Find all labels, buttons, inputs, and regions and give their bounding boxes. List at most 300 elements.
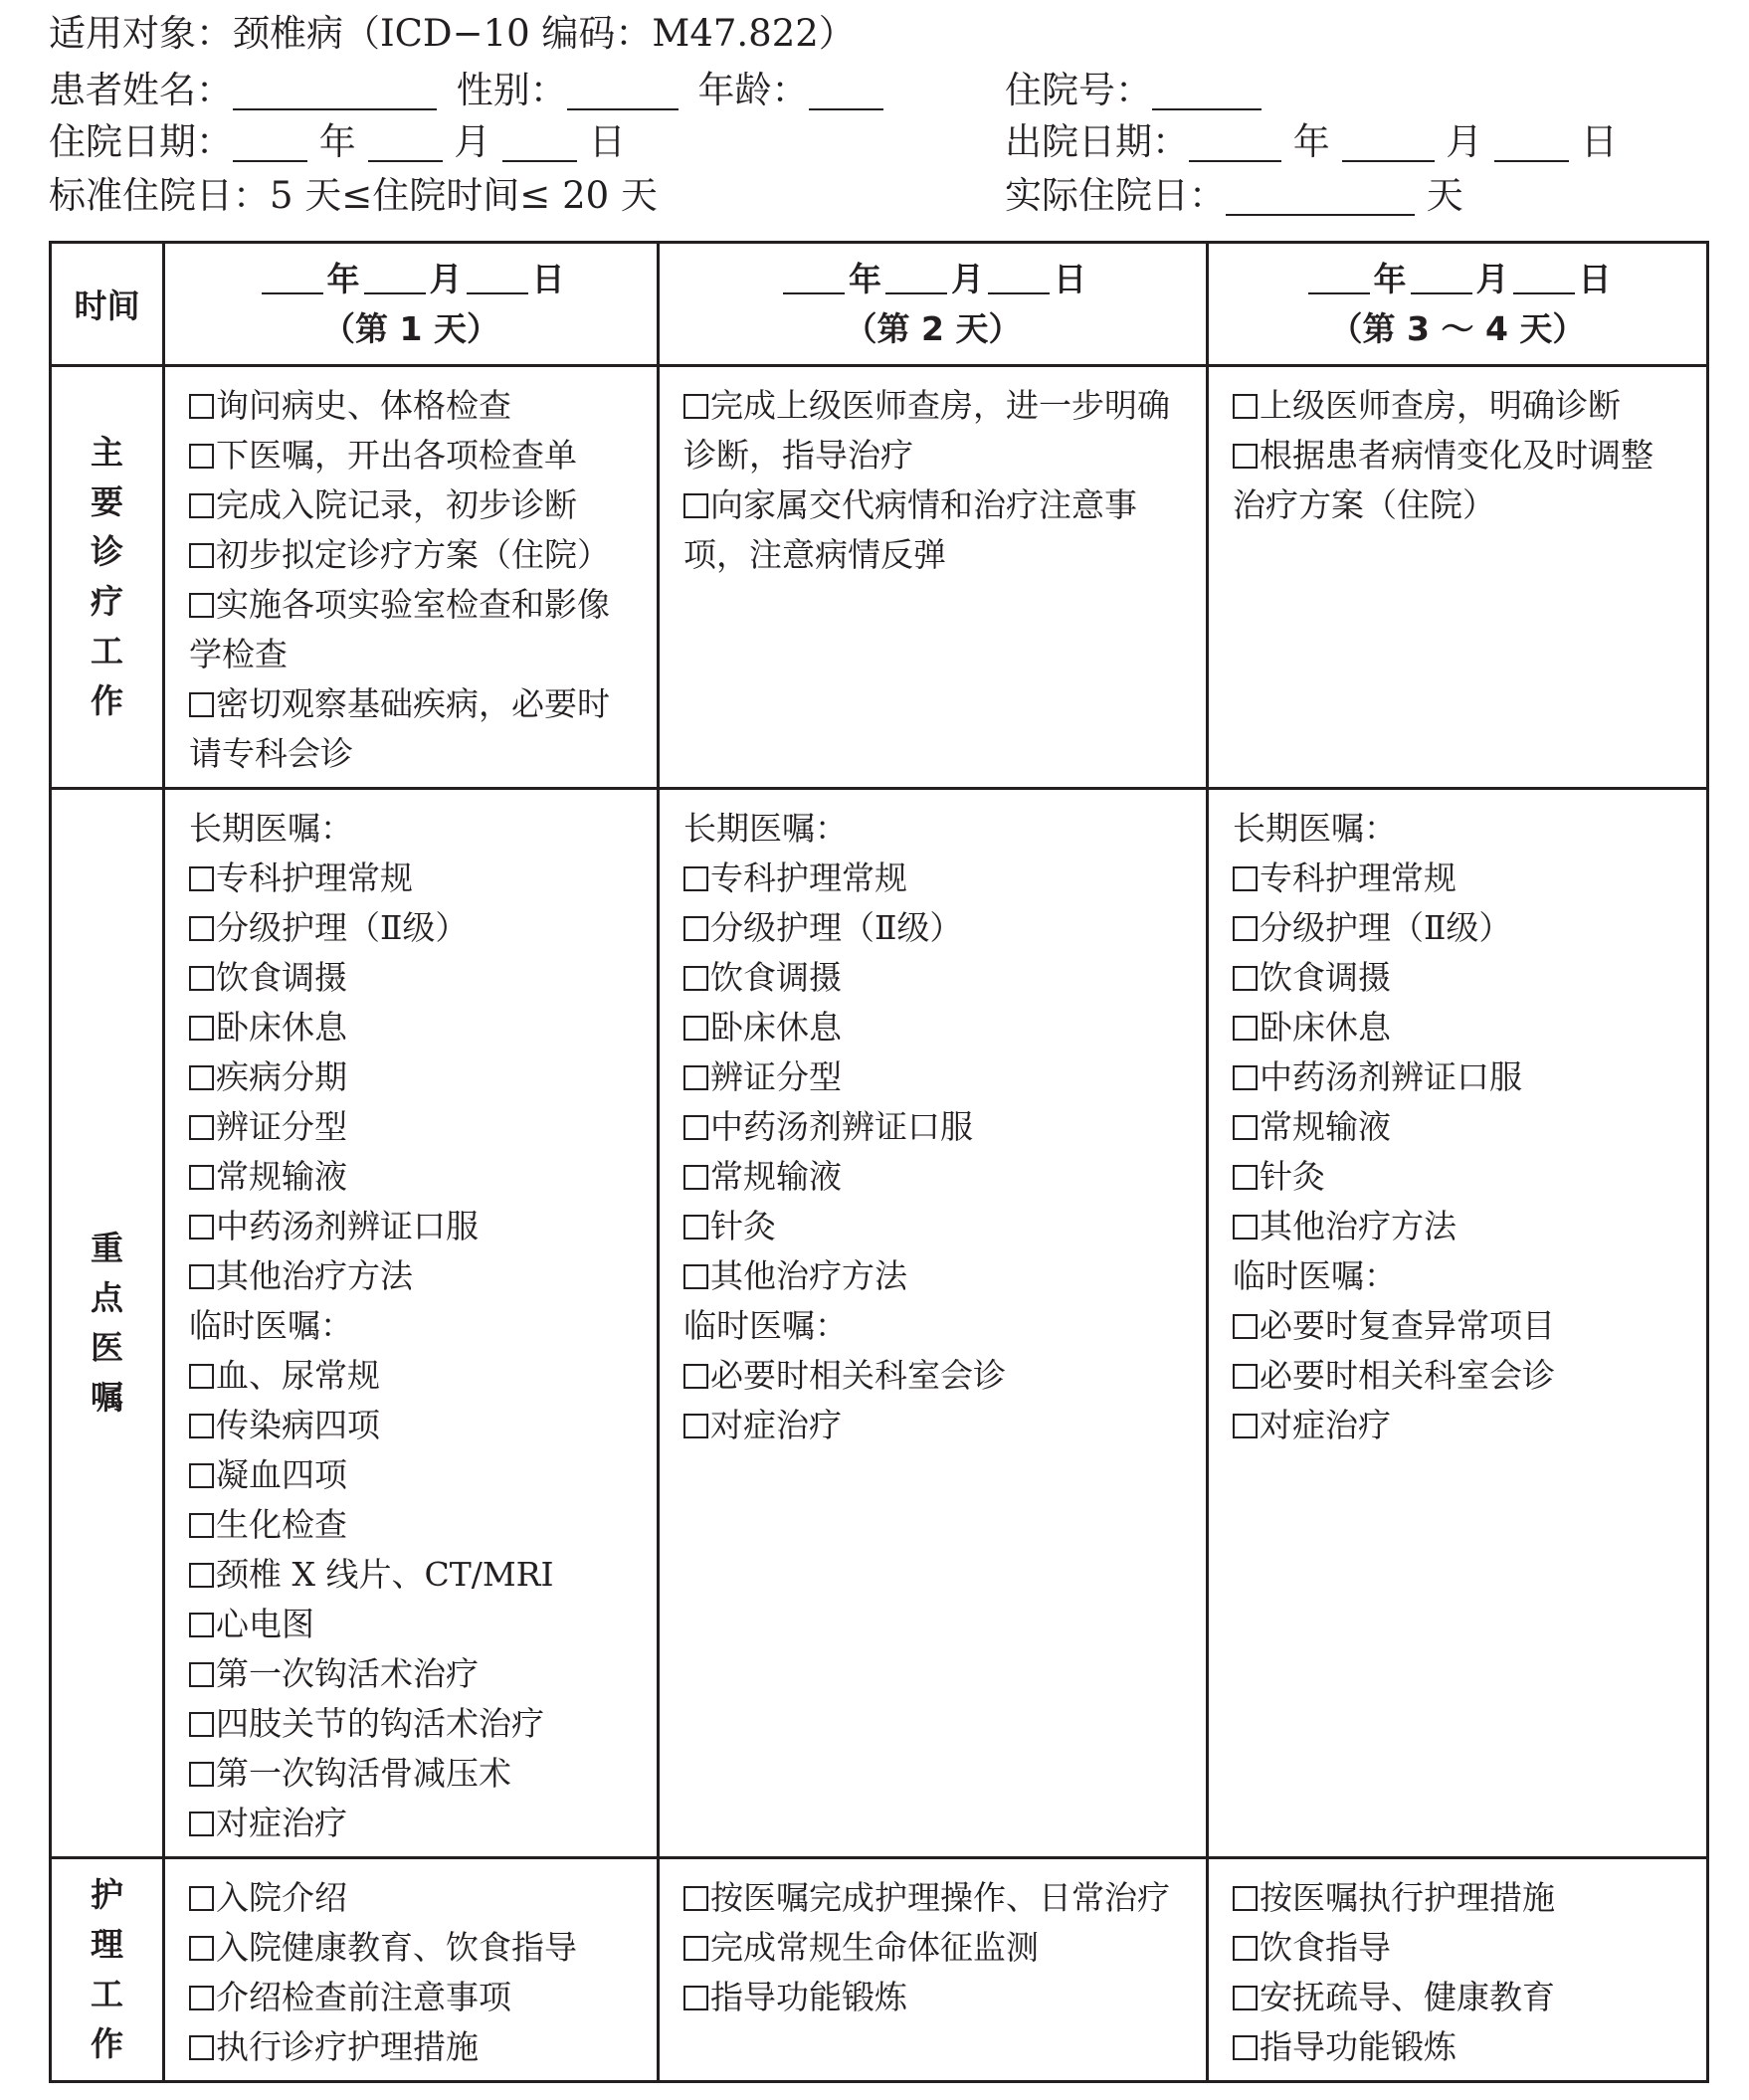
item-text: 其他治疗方法 (710, 1256, 907, 1295)
item-text: 卧床休息 (216, 1008, 347, 1047)
item-text: 心电图 (216, 1605, 314, 1643)
item-text: 诊断，指导治疗 (683, 436, 913, 475)
checklist-item (189, 679, 647, 729)
checklist-item (1233, 1351, 1696, 1401)
checkbox[interactable] (189, 692, 214, 717)
row-label-char: 重 (91, 1229, 123, 1267)
cell-main-diagnosis-work-day2 (659, 366, 1208, 789)
day-label: 日 (588, 120, 626, 163)
checklist-item (189, 1351, 647, 1401)
checklist-item (683, 1401, 1196, 1450)
item-text: 第一次钩活骨减压术 (216, 1754, 511, 1793)
item-text: 完成入院记录，初步诊断 (216, 485, 577, 524)
list-text (683, 530, 1196, 580)
cell-main-diagnosis-work-day1 (164, 366, 659, 789)
checklist-item (189, 1873, 647, 1923)
item-text: 密切观察基础疾病，必要时 (216, 684, 610, 723)
checklist-item (1233, 1973, 1696, 2022)
checklist-item (683, 381, 1196, 431)
item-text: 饮食调摄 (1260, 958, 1391, 997)
checkbox[interactable] (189, 866, 214, 891)
checklist-item (189, 1102, 647, 1152)
item-text: 临时医嘱： (683, 1306, 848, 1345)
checkbox[interactable] (1233, 444, 1258, 469)
checkbox[interactable] (1233, 966, 1258, 991)
item-text: 询问病史、体格检查 (216, 386, 511, 425)
checkbox[interactable] (1233, 1314, 1258, 1339)
list-text (1233, 480, 1696, 530)
item-text: 入院健康教育、饮食指导 (216, 1928, 577, 1967)
checkbox[interactable] (189, 1563, 214, 1588)
item-text: 分级护理（Ⅱ级） (216, 908, 469, 947)
admission-day-field[interactable] (502, 120, 577, 162)
day2-month-field[interactable] (885, 263, 947, 294)
item-text: 辨证分型 (216, 1107, 347, 1146)
cell-nursing-work-day3 (1208, 1858, 1708, 2082)
cell-key-orders-day1 (164, 789, 659, 1858)
checkbox[interactable] (189, 1463, 214, 1488)
item-text: 针灸 (710, 1207, 776, 1245)
list-text (189, 729, 647, 779)
item-text: 上级医师查房，明确诊断 (1260, 386, 1621, 425)
discharge-day-field[interactable] (1494, 120, 1569, 162)
admission-no-label: 住院号： (1005, 69, 1152, 111)
day-label: 日 (1580, 120, 1618, 163)
day3-date (1209, 255, 1706, 304)
item-text: 分级护理（Ⅱ级） (1260, 908, 1512, 947)
item-text: 传染病四项 (216, 1406, 380, 1444)
checkbox[interactable] (1233, 1986, 1258, 2010)
checkbox[interactable] (189, 1065, 214, 1090)
checklist-item (683, 1202, 1196, 1251)
item-text: 第一次钩活术治疗 (216, 1654, 479, 1693)
item-text: 辨证分型 (710, 1057, 842, 1096)
patient-name-line (49, 63, 883, 118)
cell-key-orders-day2 (659, 789, 1208, 1858)
checklist-item (189, 1450, 647, 1500)
list-text (683, 1301, 1196, 1351)
checkbox[interactable] (189, 543, 214, 568)
checklist-item (189, 1251, 647, 1301)
list-text (1233, 804, 1696, 854)
checkbox[interactable] (189, 1513, 214, 1538)
day1-day-field[interactable] (467, 263, 528, 294)
checklist-item (1233, 381, 1696, 431)
checkbox[interactable] (189, 593, 214, 618)
checklist-item (1233, 1102, 1696, 1152)
checkbox[interactable] (189, 1613, 214, 1637)
item-text: 长期医嘱： (1233, 809, 1397, 848)
checkbox[interactable] (189, 2035, 214, 2060)
checkbox[interactable] (189, 1016, 214, 1041)
month-label: 月 (951, 259, 984, 298)
checklist-item (683, 1923, 1196, 1973)
item-text: 中药汤剂辨证口服 (710, 1107, 973, 1146)
checkbox[interactable] (1233, 1065, 1258, 1090)
checklist-item (1233, 1052, 1696, 1102)
day3-label: （第 3 ～ 4 天） (1329, 308, 1586, 348)
day3-header (1208, 243, 1708, 366)
pathway-table (49, 241, 1709, 2083)
item-text: 安抚疏导、健康教育 (1260, 1978, 1555, 2016)
item-text: 执行诊疗护理措施 (216, 2027, 479, 2066)
checklist-item (683, 480, 1196, 530)
patient-name-field[interactable] (233, 69, 437, 110)
item-text: 专科护理常规 (216, 859, 413, 897)
admission-date-label: 住院日期： (49, 120, 233, 163)
checkbox[interactable] (189, 493, 214, 518)
day2-day-field[interactable] (988, 263, 1050, 294)
discharge-date-label: 出院日期： (1005, 120, 1189, 163)
checkbox[interactable] (683, 1936, 708, 1961)
item-text: 治疗方案（住院） (1233, 485, 1495, 524)
item-text: 根据患者病情变化及时调整 (1260, 436, 1653, 475)
row-label-char: 主 (91, 433, 123, 472)
checkbox[interactable] (683, 866, 708, 891)
item-text: 介绍检查前注意事项 (216, 1978, 511, 2016)
checkbox[interactable] (683, 1115, 708, 1140)
item-text: 四肢关节的钩活术治疗 (216, 1704, 544, 1743)
checklist-item (189, 903, 647, 953)
item-text: 必要时复查异常项目 (1260, 1306, 1555, 1345)
day2-year-field[interactable] (783, 263, 845, 294)
row-label-main-diagnosis-work (51, 366, 164, 789)
year-label: 年 (326, 259, 360, 298)
checklist-item (1233, 1873, 1696, 1923)
checklist-item (189, 1202, 647, 1251)
item-text: 血、尿常规 (216, 1356, 380, 1395)
row-label-char: 点 (91, 1278, 123, 1317)
checkbox[interactable] (1233, 1215, 1258, 1240)
checklist-item (683, 1152, 1196, 1202)
item-text: 项，注意病情反弹 (683, 535, 946, 574)
actual-stay-field[interactable] (1226, 174, 1415, 216)
day3-year-field[interactable] (1308, 263, 1370, 294)
day-label: 日 (531, 259, 565, 298)
item-text: 饮食调摄 (710, 958, 842, 997)
day1-date (165, 255, 657, 304)
row-label-char: 护 (91, 1875, 123, 1914)
item-text: 学检查 (189, 635, 288, 673)
item-text: 必要时相关科室会诊 (1260, 1356, 1555, 1395)
table-header-row (51, 243, 1708, 366)
row-label-char: 疗 (91, 582, 123, 621)
month-label: 月 (1446, 120, 1483, 163)
row-label-char: 理 (91, 1925, 123, 1964)
admission-no-field[interactable] (1152, 69, 1262, 110)
checkbox[interactable] (189, 1986, 214, 2010)
checklist-item (189, 854, 647, 903)
checkbox[interactable] (683, 394, 708, 419)
checklist-item (189, 381, 647, 431)
item-text: 长期医嘱： (189, 809, 353, 848)
cell-key-orders-day3 (1208, 789, 1708, 1858)
checklist-item (189, 1550, 647, 1600)
checklist-item (683, 1873, 1196, 1923)
checklist-item (189, 1799, 647, 1848)
row-label-char: 嘱 (91, 1378, 123, 1417)
checkbox[interactable] (189, 1662, 214, 1687)
item-text: 对症治疗 (710, 1406, 842, 1444)
cell-main-diagnosis-work-day3 (1208, 366, 1708, 789)
checklist-item (683, 1251, 1196, 1301)
checkbox[interactable] (189, 1936, 214, 1961)
gender-label: 性别： (456, 69, 567, 111)
day1-month-field[interactable] (364, 263, 426, 294)
item-text: 常规输液 (1260, 1107, 1391, 1146)
item-text: 卧床休息 (710, 1008, 842, 1047)
year-label: 年 (849, 259, 881, 298)
row-label-char: 工 (91, 632, 123, 670)
checkbox[interactable] (189, 1414, 214, 1438)
item-text: 分级护理（Ⅱ级） (710, 908, 963, 947)
checkbox[interactable] (1233, 1364, 1258, 1389)
day3-day-field[interactable] (1513, 263, 1575, 294)
item-text: 对症治疗 (216, 1804, 347, 1842)
item-text: 其他治疗方法 (1260, 1207, 1457, 1245)
item-text: 长期医嘱： (683, 809, 848, 848)
checkbox[interactable] (189, 1165, 214, 1190)
checkbox[interactable] (1233, 1936, 1258, 1961)
item-text: 专科护理常规 (710, 859, 907, 897)
checklist-item (189, 1699, 647, 1749)
checklist-item (683, 953, 1196, 1003)
item-text: 请专科会诊 (189, 734, 353, 773)
checklist-item (683, 903, 1196, 953)
day2-header (659, 243, 1208, 366)
checkbox[interactable] (683, 916, 708, 941)
item-text: 对症治疗 (1260, 1406, 1391, 1444)
checkbox[interactable] (189, 1215, 214, 1240)
checkbox[interactable] (1233, 1016, 1258, 1041)
checkbox[interactable] (189, 1762, 214, 1787)
checkbox[interactable] (189, 1115, 214, 1140)
discharge-month-field[interactable] (1342, 120, 1435, 162)
checklist-item (189, 530, 647, 580)
list-text (683, 804, 1196, 854)
discharge-year-field[interactable] (1189, 120, 1281, 162)
checklist-item (189, 953, 647, 1003)
checkbox[interactable] (1233, 916, 1258, 941)
checklist-item (189, 580, 647, 630)
item-text: 疾病分期 (216, 1057, 347, 1096)
checklist-item (683, 1052, 1196, 1102)
item-text: 指导功能锻炼 (710, 1978, 907, 2016)
item-text: 针灸 (1260, 1157, 1325, 1196)
checklist-item (1233, 1401, 1696, 1450)
pathway-body (51, 366, 1708, 2082)
list-text (189, 804, 647, 854)
standard-stay-line (49, 168, 658, 224)
discharge-date-line (1005, 114, 1618, 170)
checklist-item (1233, 854, 1696, 903)
checkbox[interactable] (1233, 2035, 1258, 2060)
checkbox[interactable] (189, 916, 214, 941)
day-label: 日 (1054, 259, 1086, 298)
item-text: 专科护理常规 (1260, 859, 1457, 897)
checkbox[interactable] (683, 966, 708, 991)
day3-month-field[interactable] (1411, 263, 1472, 294)
day2-label: （第 2 天） (844, 308, 1022, 348)
item-text: 饮食指导 (1260, 1928, 1391, 1967)
checklist-item (1233, 953, 1696, 1003)
checkbox[interactable] (683, 1986, 708, 2010)
item-text: 临时医嘱： (1233, 1256, 1397, 1295)
row-key-orders (51, 789, 1708, 1858)
row-main-diagnosis-work (51, 366, 1708, 789)
checkbox[interactable] (683, 493, 708, 518)
list-text (1233, 1251, 1696, 1301)
checkbox[interactable] (683, 1016, 708, 1041)
cell-nursing-work-day1 (164, 1858, 659, 2082)
item-text: 颈椎 X 线片、CT/MRI (216, 1555, 554, 1594)
checklist-item (1233, 1152, 1696, 1202)
standard-stay: 标准住院日：5 天≤住院时间≤ 20 天 (49, 174, 658, 217)
checklist-item (189, 1973, 647, 2022)
actual-stay-label: 实际住院日： (1005, 174, 1226, 217)
checklist-item (1233, 431, 1696, 480)
item-text: 按医嘱完成护理操作、日常治疗 (710, 1878, 1170, 1917)
item-text: 入院介绍 (216, 1878, 347, 1917)
item-text: 常规输液 (710, 1157, 842, 1196)
item-text: 初步拟定诊疗方案（住院） (216, 535, 610, 574)
item-text: 中药汤剂辨证口服 (1260, 1057, 1522, 1096)
admission-month-field[interactable] (368, 120, 443, 162)
list-text (683, 431, 1196, 480)
checkbox[interactable] (1233, 1886, 1258, 1911)
row-label-char: 医 (91, 1328, 123, 1367)
checklist-item (189, 1749, 647, 1799)
item-text: 卧床休息 (1260, 1008, 1391, 1047)
checkbox[interactable] (189, 1886, 214, 1911)
checklist-item (189, 1500, 647, 1550)
checkbox[interactable] (683, 1364, 708, 1389)
checklist-item (189, 1923, 647, 1973)
checkbox[interactable] (683, 1165, 708, 1190)
item-text: 完成常规生命体征监测 (710, 1928, 1039, 1967)
applicable-line (49, 6, 856, 62)
item-text: 按医嘱执行护理措施 (1260, 1878, 1555, 1917)
year-label: 年 (1292, 120, 1330, 163)
time-header: 时间 (51, 243, 164, 366)
checklist-item (189, 1152, 647, 1202)
checkbox[interactable] (189, 966, 214, 991)
month-label: 月 (1475, 259, 1509, 298)
checkbox[interactable] (189, 1712, 214, 1737)
item-text: 其他治疗方法 (216, 1256, 413, 1295)
year-label: 年 (1373, 259, 1407, 298)
row-label-char: 工 (91, 1975, 123, 2013)
checkbox[interactable] (1233, 1165, 1258, 1190)
checklist-item (683, 1003, 1196, 1052)
checklist-item (1233, 1301, 1696, 1351)
list-text (189, 630, 647, 679)
checklist-item (683, 1973, 1196, 2022)
checklist-item (683, 854, 1196, 903)
checklist-item (189, 1649, 647, 1699)
year-label: 年 (318, 120, 356, 163)
checklist-item (1233, 1202, 1696, 1251)
day1-header (164, 243, 659, 366)
item-text: 常规输液 (216, 1157, 347, 1196)
admission-no-line (1005, 63, 1262, 118)
checkbox[interactable] (683, 1414, 708, 1438)
item-text: 中药汤剂辨证口服 (216, 1207, 479, 1245)
row-label-char: 诊 (91, 532, 123, 571)
patient-name-label: 患者姓名： (49, 69, 233, 111)
checklist-item (1233, 1923, 1696, 1973)
checkbox[interactable] (1233, 394, 1258, 419)
checklist-item (189, 1600, 647, 1649)
checkbox[interactable] (189, 444, 214, 469)
checklist-item (189, 1401, 647, 1450)
checkbox[interactable] (1233, 1414, 1258, 1438)
checkbox[interactable] (683, 1264, 708, 1289)
checklist-item (1233, 2022, 1696, 2072)
item-text: 完成上级医师查房，进一步明确 (710, 386, 1170, 425)
checkbox[interactable] (1233, 866, 1258, 891)
checkbox[interactable] (683, 1065, 708, 1090)
item-text: 必要时相关科室会诊 (710, 1356, 1006, 1395)
checklist-item (189, 431, 647, 480)
actual-stay-unit: 天 (1426, 174, 1463, 217)
gender-field[interactable] (567, 69, 679, 110)
day1-year-field[interactable] (262, 263, 323, 294)
item-text: 生化检查 (216, 1505, 347, 1544)
actual-stay-line (1005, 168, 1463, 224)
checklist-item (189, 2022, 647, 2072)
item-text: 指导功能锻炼 (1260, 2027, 1457, 2066)
day1-label: （第 1 天） (322, 308, 499, 348)
checkbox[interactable] (1233, 1115, 1258, 1140)
checkbox[interactable] (683, 1886, 708, 1911)
applicable-label: 适用对象：颈椎病（ICD−10 编码：M47.822） (49, 12, 856, 55)
checklist-item (189, 1003, 647, 1052)
age-field[interactable] (809, 69, 883, 110)
checklist-item (189, 480, 647, 530)
item-text: 实施各项实验室检查和影像 (216, 585, 610, 624)
checklist-item (1233, 1003, 1696, 1052)
checkbox[interactable] (189, 394, 214, 419)
age-label: 年龄： (697, 69, 809, 111)
list-text (189, 1301, 647, 1351)
item-text: 下医嘱，开出各项检查单 (216, 436, 577, 475)
item-text: 向家属交代病情和治疗注意事 (710, 485, 1137, 524)
checklist-item (683, 1102, 1196, 1152)
checkbox[interactable] (189, 1364, 214, 1389)
cell-nursing-work-day2 (659, 1858, 1208, 2082)
checklist-item (683, 1351, 1196, 1401)
admission-year-field[interactable] (233, 120, 307, 162)
item-text: 饮食调摄 (216, 958, 347, 997)
day2-date (660, 255, 1206, 304)
row-label-key-orders (51, 789, 164, 1858)
checklist-item (189, 1052, 647, 1102)
row-nursing-work (51, 1858, 1708, 2082)
checklist-item (1233, 903, 1696, 953)
item-text: 临时医嘱： (189, 1306, 353, 1345)
month-label: 月 (429, 259, 463, 298)
checkbox[interactable] (683, 1215, 708, 1240)
item-text: 凝血四项 (216, 1455, 347, 1494)
checkbox[interactable] (189, 1812, 214, 1836)
row-label-char: 作 (91, 681, 123, 720)
month-label: 月 (454, 120, 491, 163)
checkbox[interactable] (189, 1264, 214, 1289)
row-label-nursing-work (51, 1858, 164, 2082)
admission-date-line (49, 114, 626, 170)
row-label-char: 作 (91, 2024, 123, 2063)
